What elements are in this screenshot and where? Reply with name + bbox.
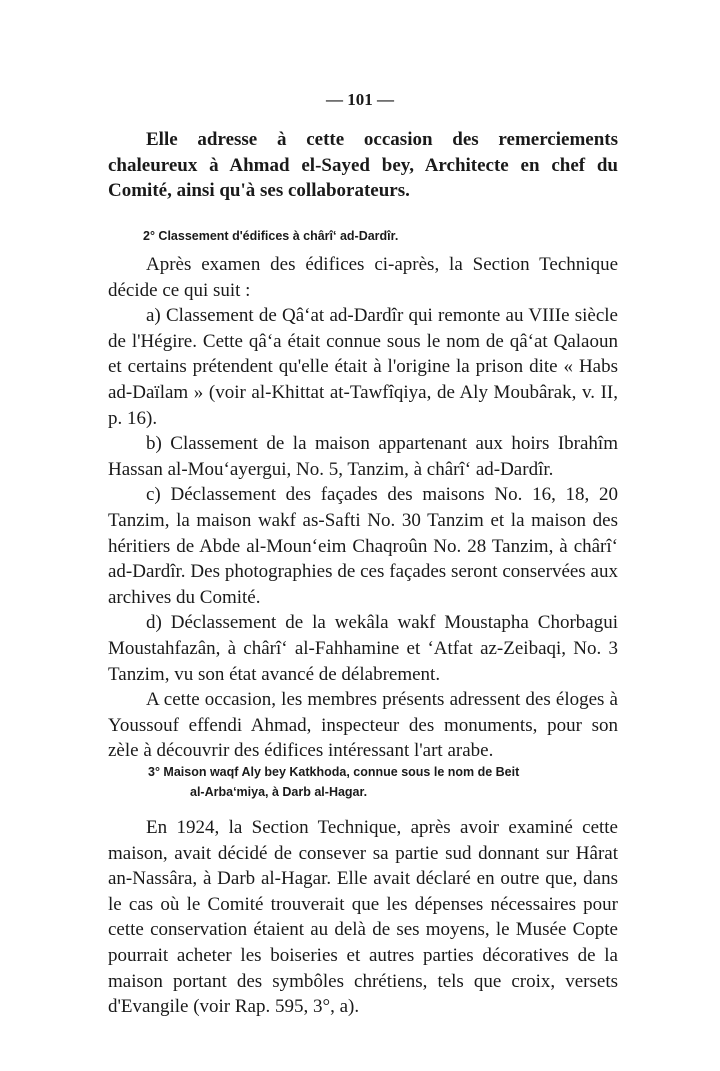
section-2-item-b: b) Classement de la maison appartenant aux hoirs Ibrahîm Hassan al-Mou‘ayergui, No. 5, Tanzim, à chârî‘ ad-Dardîr. (108, 433, 618, 480)
section-2-item-a: a) Classement de Qâ‘at ad-Dardîr qui remonte au VIIIe siècle de l'Hégire. Cette qâ‘a était connue sous le nom de qâ‘at Qalaoun et certains prétendent qu'elle était à l'origine la prison dite « Habs ad-Daïlam » (voir al-Khittat at-Tawfîqiya, de Aly Moubârak, v. II, p. 16). (108, 305, 618, 429)
section-2-heading: 2° Classement d'édifices à chârî‘ ad-Dardîr. (143, 229, 399, 243)
section-3-paragraph: En 1924, la Section Technique, après avoir examiné cette maison, avait décidé de consever sa partie sud donnant sur Hârat an-Nassâra, à Darb al-Hagar. Elle avait déclaré en outre que, dans le cas où le Comité trouverait que les dépenses nécessaires pour cette conservation étaient au delà de ses moyens, le Musée Copte pourrait acheter les boiseries et autres parties décoratives de la maison portant des symbôles chrétiens, tels que croix, versets d'Evangile (voir Rap. 595, 3°, a). (108, 817, 618, 1018)
section-2-body (108, 252, 618, 764)
section-3-heading-line-2: al-Arba‘miya, à Darb al-Hagar. (190, 785, 368, 799)
page-number: — 101 — (326, 90, 394, 109)
section-2-paragraph: Après examen des édifices ci-après, la Section Technique décide ce qui suit : (108, 254, 618, 301)
section-2-item-d: d) Déclassement de la wekâla wakf Moustapha Chorbagui Moustahfazân, à chârî‘ al-Fahhamine et ‘Atfat az-Zeibaqi, No. 3 Tanzim, vu son état avancé de délabrement. (108, 612, 618, 685)
section-2-item-c: c) Déclassement des façades des maisons No. 16, 18, 20 Tanzim, la maison wakf as-Safti No. 30 Tanzim et la maison des héritiers de Abde al-Moun‘eim Chaqroûn No. 28 Tanzim, à chârî‘ ad-Dardîr. Des photographies de ces façades seront conservées aux archives du Comité. (108, 484, 618, 608)
intro-block (108, 127, 618, 204)
section-3-body (108, 815, 618, 1020)
section-3-heading (148, 762, 618, 802)
section-2-closing: A cette occasion, les membres présents adressent des éloges à Youssouf effendi Ahmad, inspecteur des monuments, pour son zèle à découvrir des édifices intéressant l'art arabe. (108, 689, 618, 762)
intro-paragraph: Elle adresse à cette occasion des remerciements chaleureux à Ahmad el-Sayed bey, Architecte en chef du Comité, ainsi qu'à ses collaborateurs. (108, 129, 618, 202)
section-3-heading-line-1: 3° Maison waqf Aly bey Katkhoda, connue sous le nom de Beit (148, 765, 520, 779)
